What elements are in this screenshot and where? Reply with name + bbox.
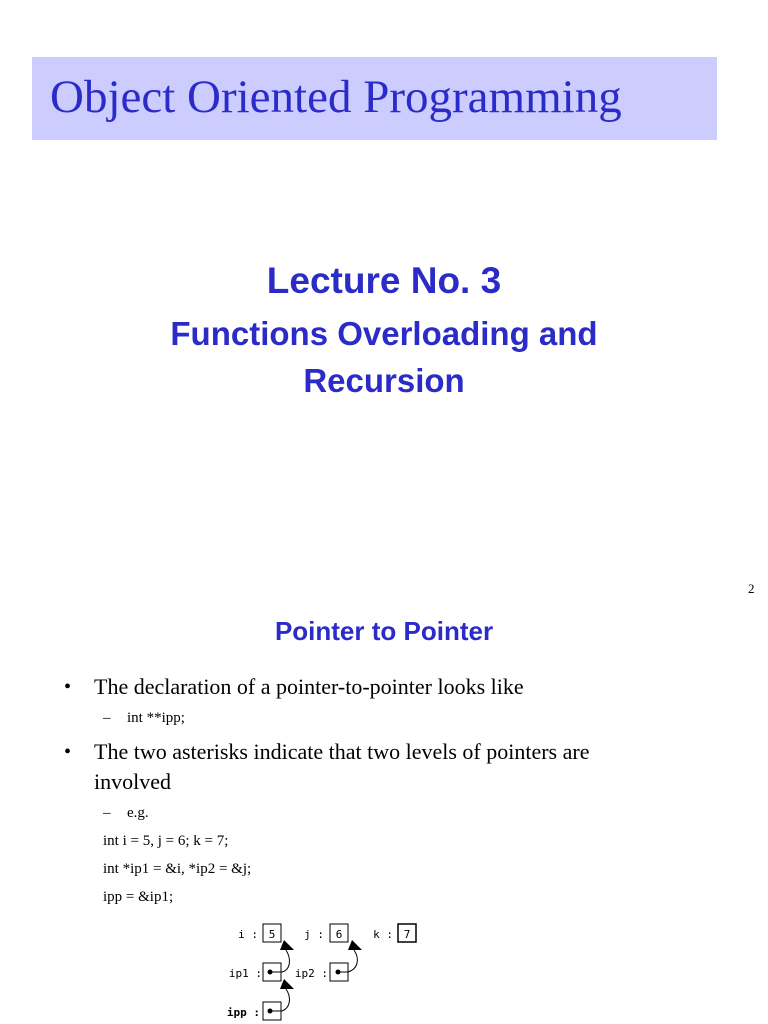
sub-bullet-text: e.g. <box>127 805 149 821</box>
arrow-ip1-to-i <box>270 950 289 972</box>
bullet-item <box>64 672 734 702</box>
bullet-text-line2: involved <box>94 769 171 794</box>
lecture-subtitle-line2: Recursion <box>303 362 465 399</box>
code-line: int i = 5, j = 6; k = 7; <box>103 833 229 849</box>
ptr-label-ipp: ipp : <box>226 1006 260 1019</box>
var-label-j: j : <box>304 928 324 941</box>
dash-glyph: – <box>103 710 111 726</box>
var-value-i: 5 <box>268 928 276 941</box>
bullet-glyph: • <box>64 676 72 698</box>
arrowhead-ip2 <box>348 940 362 950</box>
var-value-j: 6 <box>335 928 343 941</box>
lecture-subtitle <box>0 310 768 404</box>
bullet-glyph: • <box>64 741 72 763</box>
pointer-diagram <box>220 912 440 1024</box>
var-label-k: k : <box>373 928 393 941</box>
code-line: ipp = &ip1; <box>103 889 174 905</box>
ptr-label-ip2: ip2 : <box>294 967 328 980</box>
lecture-number: Lecture No. 3 <box>266 260 502 301</box>
dash-glyph: – <box>103 805 111 821</box>
lecture-subtitle-line1: Functions Overloading and <box>170 315 598 352</box>
code-line: int *ip1 = &i, *ip2 = &j; <box>103 861 252 877</box>
arrowhead-ip1 <box>280 940 294 950</box>
bullet-item <box>64 737 734 797</box>
ptr-label-ip1: ip1 : <box>228 967 262 980</box>
bullet-text-line1: The two asterisks indicate that two levels of pointers are <box>94 739 590 764</box>
page-number: 2 <box>748 581 755 596</box>
var-label-i: i : <box>238 928 258 941</box>
bullet-text: The declaration of a pointer-to-pointer looks like <box>94 674 524 699</box>
var-value-k: 7 <box>403 928 411 941</box>
arrowhead-ipp <box>280 979 294 989</box>
arrow-ipp-to-ip1 <box>270 989 289 1011</box>
course-title: Object Oriented Programming <box>50 71 622 123</box>
sub-bullet-text: int **ipp; <box>127 710 185 726</box>
slide-title: Pointer to Pointer <box>274 616 494 646</box>
title-banner <box>32 57 717 140</box>
